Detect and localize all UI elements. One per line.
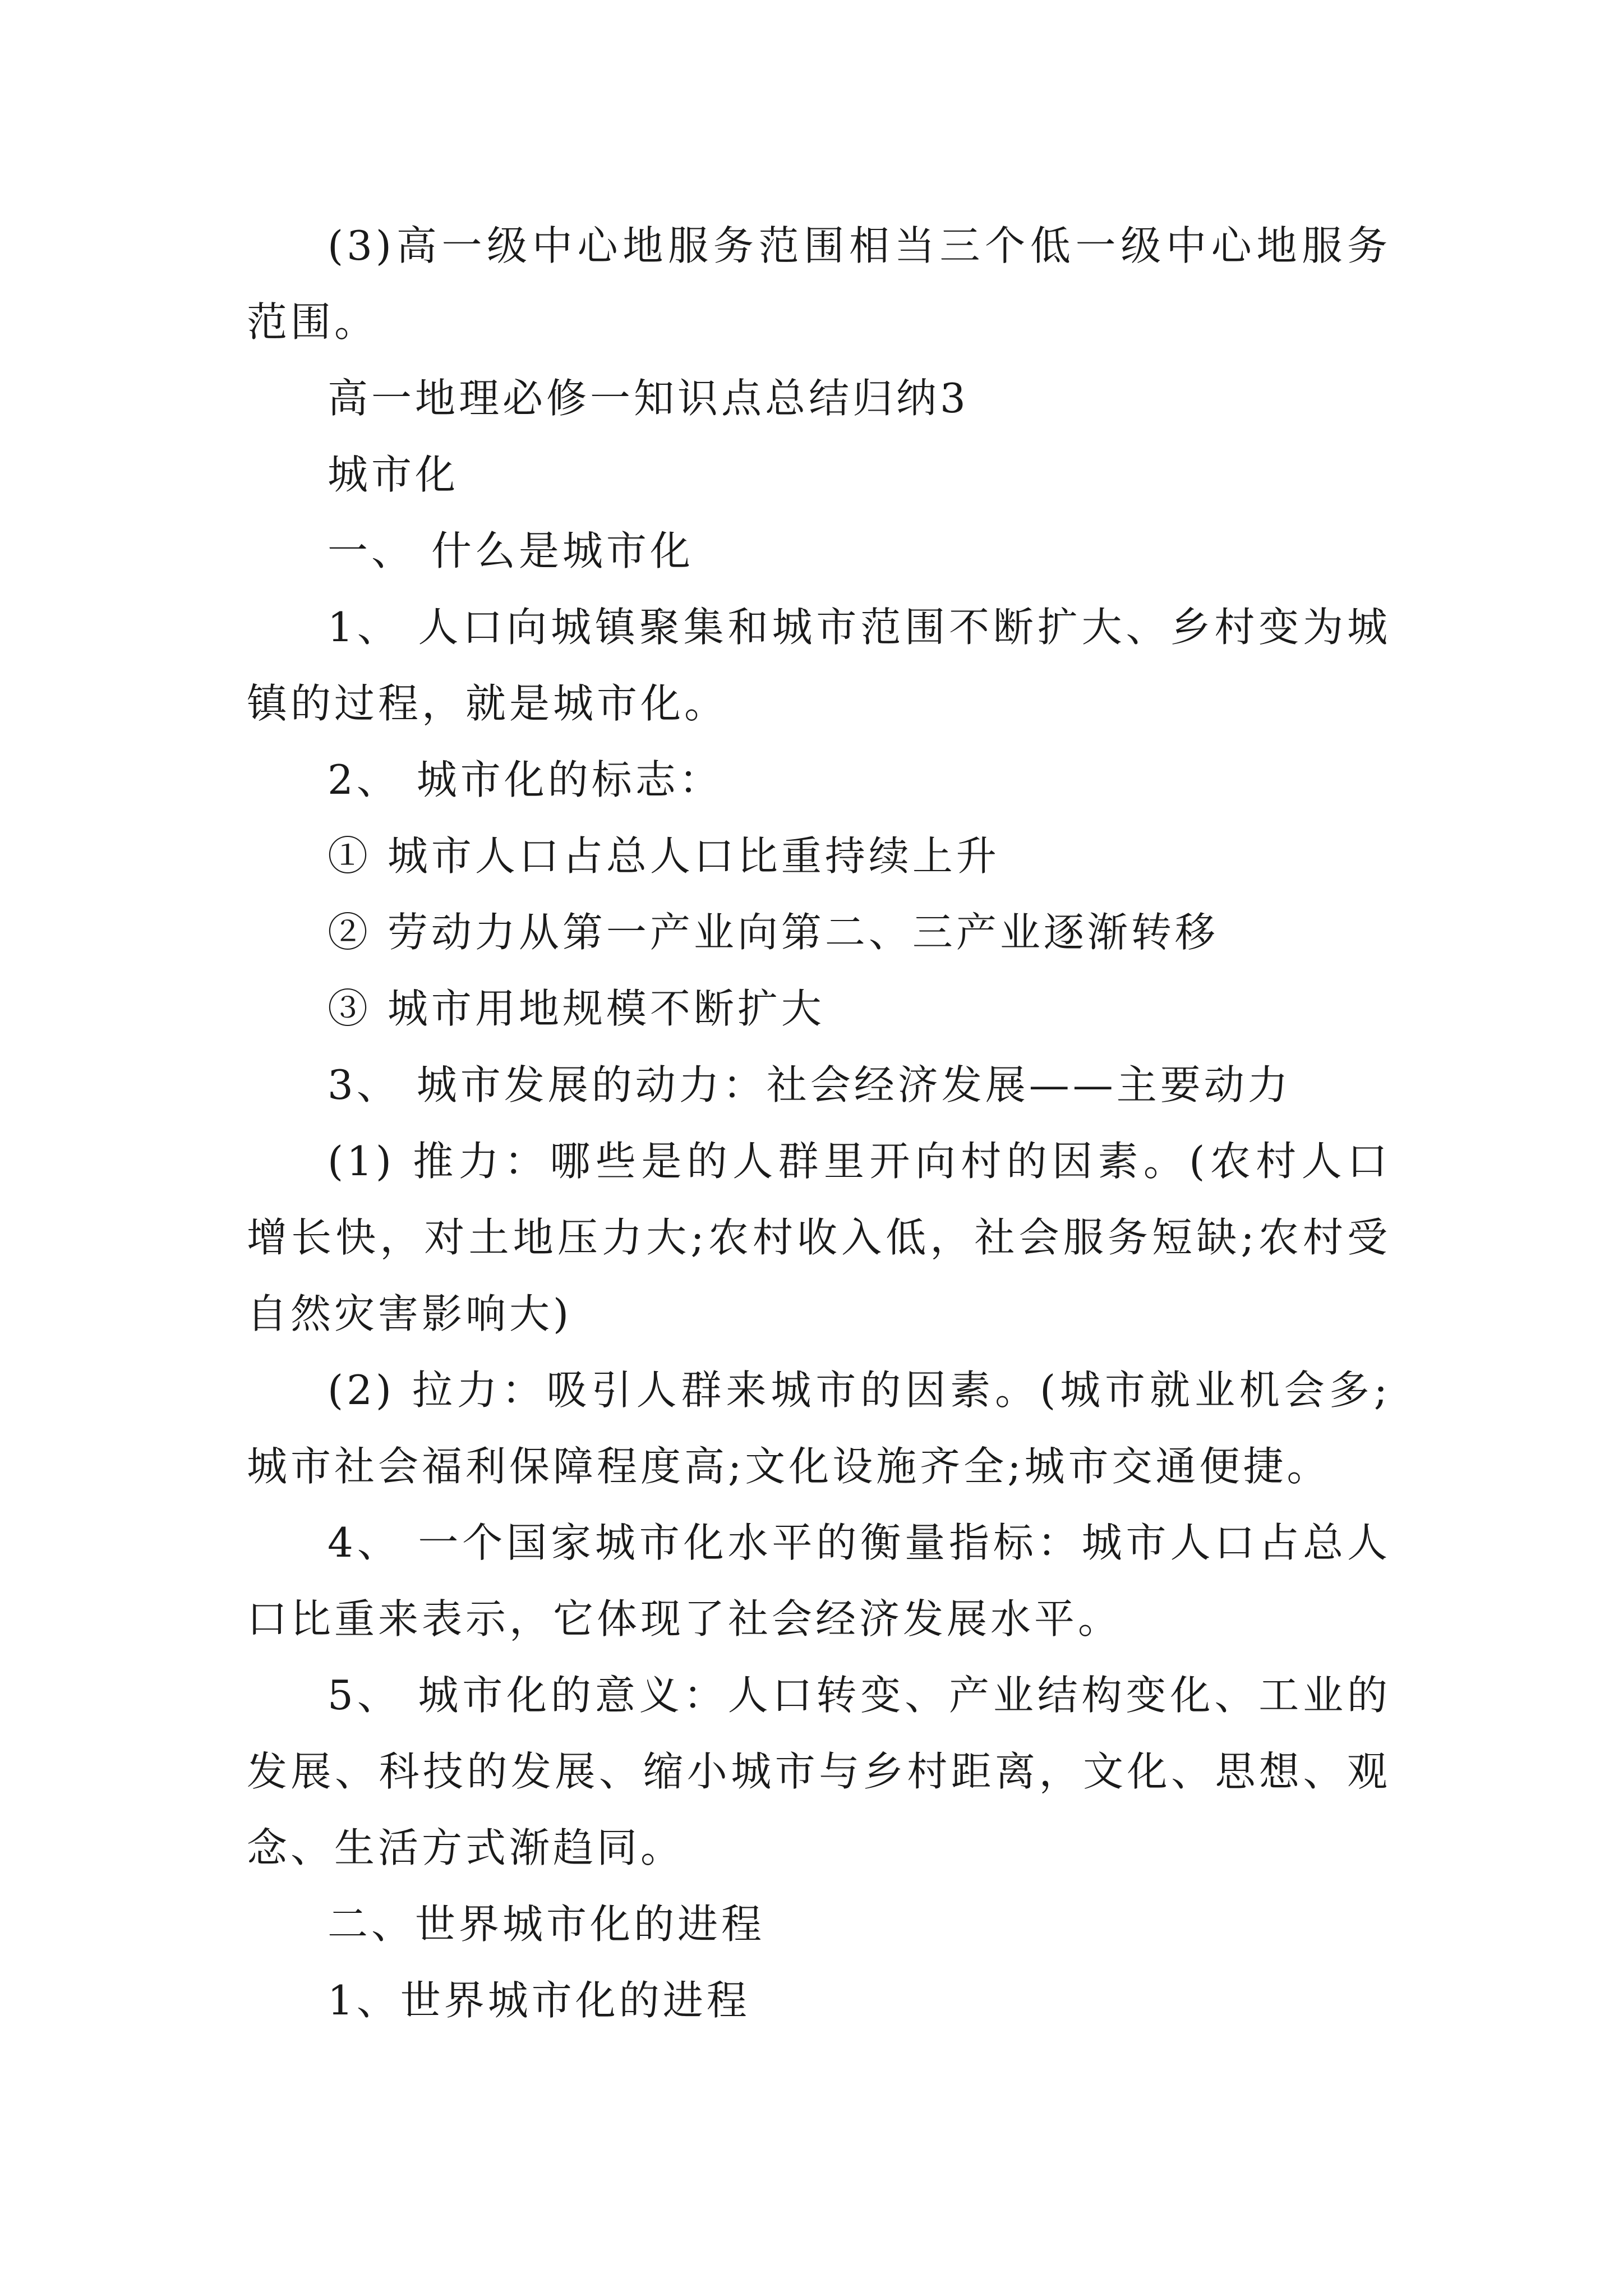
paragraph: 1、 人口向城镇聚集和城市范围不断扩大、乡村变为城镇的过程，就是城市化。	[247, 604, 1391, 727]
paragraph: 5、 城市化的意义：人口转变、产业结构变化、工业的发展、科技的发展、缩小城市与乡村距离，文化、思想、观念、生活方式渐趋同。	[247, 1672, 1391, 1871]
section-title: 高一地理必修一知识点总结归纳3	[328, 375, 969, 422]
paragraph: 1、世界城市化的进程	[328, 1977, 750, 2024]
paragraph: (2) 拉力：吸引人群来城市的因素。(城市就业机会多;城市社会福利保障程度高;文化设施齐全;城市交通便捷。	[247, 1366, 1391, 1490]
paragraph: 4、 一个国家城市化水平的衡量指标：城市人口占总人口比重来表示，它体现了社会经济发展水平。	[247, 1519, 1391, 1642]
paragraph: (3)高一级中心地服务范围相当三个低一级中心地服务范围。	[247, 222, 1391, 346]
paragraph: 2、 城市化的标志：	[328, 756, 723, 803]
list-item: ① 城市人口占总人口比重持续上升	[328, 832, 1000, 880]
topic-heading: 城市化	[328, 451, 459, 498]
paragraph: 3、 城市发展的动力：社会经济发展——主要动力	[328, 1061, 1292, 1108]
paragraph: (1) 推力：哪些是的人群里开向村的因素。(农村人口增长快，对土地压力大;农村收入低，社会服务短缺;农村受自然灾害影响大)	[247, 1138, 1391, 1337]
heading-level-1: 二、世界城市化的进程	[328, 1901, 766, 1948]
document-body	[247, 208, 1391, 2039]
list-item: ③ 城市用地规模不断扩大	[328, 985, 825, 1032]
heading-level-1: 一、 什么是城市化	[328, 527, 694, 574]
list-item: ② 劳动力从第一产业向第二、三产业逐渐转移	[328, 909, 1219, 956]
